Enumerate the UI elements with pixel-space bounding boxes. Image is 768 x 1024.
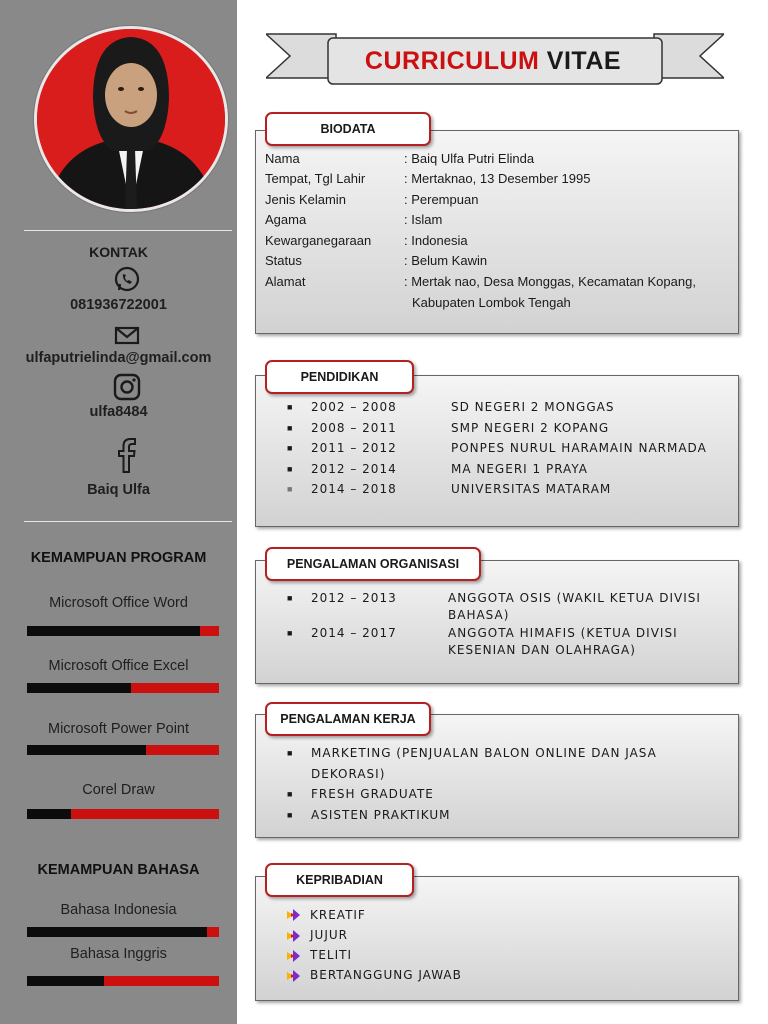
program-skill-label: Microsoft Office Excel [48, 658, 189, 674]
personality-item: KREATIF [310, 908, 366, 922]
bullet-icon: ■ [287, 464, 293, 474]
organization-years: 2014 – 2017 [311, 626, 397, 640]
personality-item: BERTANGGUNG JAWAB [310, 968, 462, 982]
language-skill-bar [27, 976, 219, 986]
language-skill-label: Bahasa Inggris [70, 946, 167, 962]
work-item-cont: DEKORASI) [311, 767, 386, 781]
program-skill-label: Microsoft Power Point [47, 721, 190, 737]
organization-heading: PENGALAMAN ORGANISASI [265, 547, 481, 581]
program-skill-bar [27, 626, 219, 636]
skill-bar-fill [27, 927, 207, 937]
bullet-icon: ■ [287, 810, 293, 820]
personality-item: JUJUR [310, 928, 348, 942]
education-school: SMP NEGERI 2 KOPANG [451, 421, 610, 435]
education-years: 2014 – 2018 [311, 482, 397, 496]
bullet-icon: ■ [287, 402, 293, 412]
skill-bar-fill [27, 976, 104, 986]
organization-role-cont: BAHASA) [448, 608, 510, 622]
biodata-heading: BIODATA [265, 112, 431, 146]
biodata-value: : Indonesia [404, 233, 468, 248]
facebook-name[interactable]: Baiq Ulfa [87, 482, 150, 498]
organization-role: ANGGOTA HIMAFIS (KETUA DIVISI [448, 626, 678, 640]
biodata-label: Nama [265, 151, 300, 166]
work-item: ASISTEN PRAKTIKUM [311, 808, 451, 822]
phone-number[interactable]: 081936722001 [70, 297, 167, 313]
education-school: MA NEGERI 1 PRAYA [451, 462, 588, 476]
skill-bar-fill [27, 809, 71, 819]
biodata-label: Tempat, Tgl Lahir [265, 171, 366, 186]
bullet-icon: ■ [287, 593, 293, 603]
profile-photo [34, 26, 228, 212]
program-skill-bar [27, 809, 219, 819]
biodata-value: : Mertaknao, 13 Desember 1995 [404, 171, 591, 186]
education-heading: PENDIDIKAN [265, 360, 414, 394]
language-skill-bar [27, 927, 219, 937]
program-skills-heading: KEMAMPUAN PROGRAM [30, 550, 207, 566]
work-heading: PENGALAMAN KERJA [265, 702, 431, 736]
language-skill-label: Bahasa Indonesia [60, 902, 177, 918]
sidebar-divider [24, 230, 232, 231]
sidebar-divider [24, 521, 232, 522]
education-years: 2002 – 2008 [311, 400, 397, 414]
personality-item: TELITI [310, 948, 353, 962]
work-item: MARKETING (PENJUALAN BALON ONLINE DAN JASA [311, 746, 657, 760]
biodata-value: : Baiq Ulfa Putri Elinda [404, 151, 535, 166]
biodata-label: Kewarganegaraan [265, 233, 372, 248]
work-item: FRESH GRADUATE [311, 787, 434, 801]
education-years: 2011 – 2012 [311, 441, 397, 455]
education-years: 2012 – 2014 [311, 462, 397, 476]
biodata-label: Status [265, 253, 302, 268]
sidebar [0, 0, 237, 1024]
language-skills-heading: KEMAMPUAN BAHASA [37, 862, 200, 878]
organization-years: 2012 – 2013 [311, 591, 397, 605]
bullet-icon: ■ [287, 484, 293, 494]
diamond-bullet-icon [287, 909, 301, 921]
biodata-label: Alamat [265, 274, 306, 289]
organization-role-cont: KESENIAN DAN OLAHRAGA) [448, 643, 636, 657]
education-school: SD NEGERI 2 MONGGAS [451, 400, 615, 414]
program-skill-bar [27, 745, 219, 755]
program-skill-label: Microsoft Office Word [49, 595, 188, 611]
biodata-label: Agama [265, 212, 307, 227]
education-school: PONPES NURUL HARAMAIN NARMADA [451, 441, 707, 455]
program-skill-bar [27, 683, 219, 693]
cv-title [328, 40, 658, 82]
cv-title-red: CURRICULUM [364, 47, 540, 75]
biodata-value: : Belum Kawin [404, 253, 488, 268]
biodata-value: : Islam [404, 212, 443, 227]
bullet-icon: ■ [287, 628, 293, 638]
whatsapp-icon [110, 264, 144, 294]
facebook-icon [110, 436, 144, 474]
personality-heading: KEPRIBADIAN [265, 863, 414, 897]
program-skill-label: Corel Draw [82, 782, 155, 798]
instagram-handle[interactable]: ulfa8484 [89, 404, 148, 420]
skill-bar-fill [27, 626, 200, 636]
bullet-icon: ■ [287, 443, 293, 453]
skill-bar-fill [27, 683, 131, 693]
biodata-value: : Mertak nao, Desa Monggas, Kecamatan Kopang, [404, 274, 696, 289]
bullet-icon: ■ [287, 423, 293, 433]
diamond-bullet-icon [287, 930, 301, 942]
education-school: UNIVERSITAS MATARAM [451, 482, 612, 496]
biodata-label: Jenis Kelamin [265, 192, 346, 207]
instagram-icon [110, 372, 144, 402]
email-address[interactable]: ulfaputrielinda@gmail.com [25, 350, 212, 366]
bullet-icon: ■ [287, 748, 293, 758]
skill-bar-fill [27, 745, 146, 755]
diamond-bullet-icon [287, 970, 301, 982]
diamond-bullet-icon [287, 950, 301, 962]
bullet-icon: ■ [287, 789, 293, 799]
education-years: 2008 – 2011 [311, 421, 397, 435]
contact-heading: KONTAK [89, 244, 148, 260]
cv-title-black: VITAE [546, 47, 622, 75]
email-icon [110, 320, 144, 350]
biodata-address-line2: Kabupaten Lombok Tengah [412, 295, 571, 310]
organization-role: ANGGOTA OSIS (WAKIL KETUA DIVISI [448, 591, 701, 605]
biodata-value: : Perempuan [404, 192, 479, 207]
